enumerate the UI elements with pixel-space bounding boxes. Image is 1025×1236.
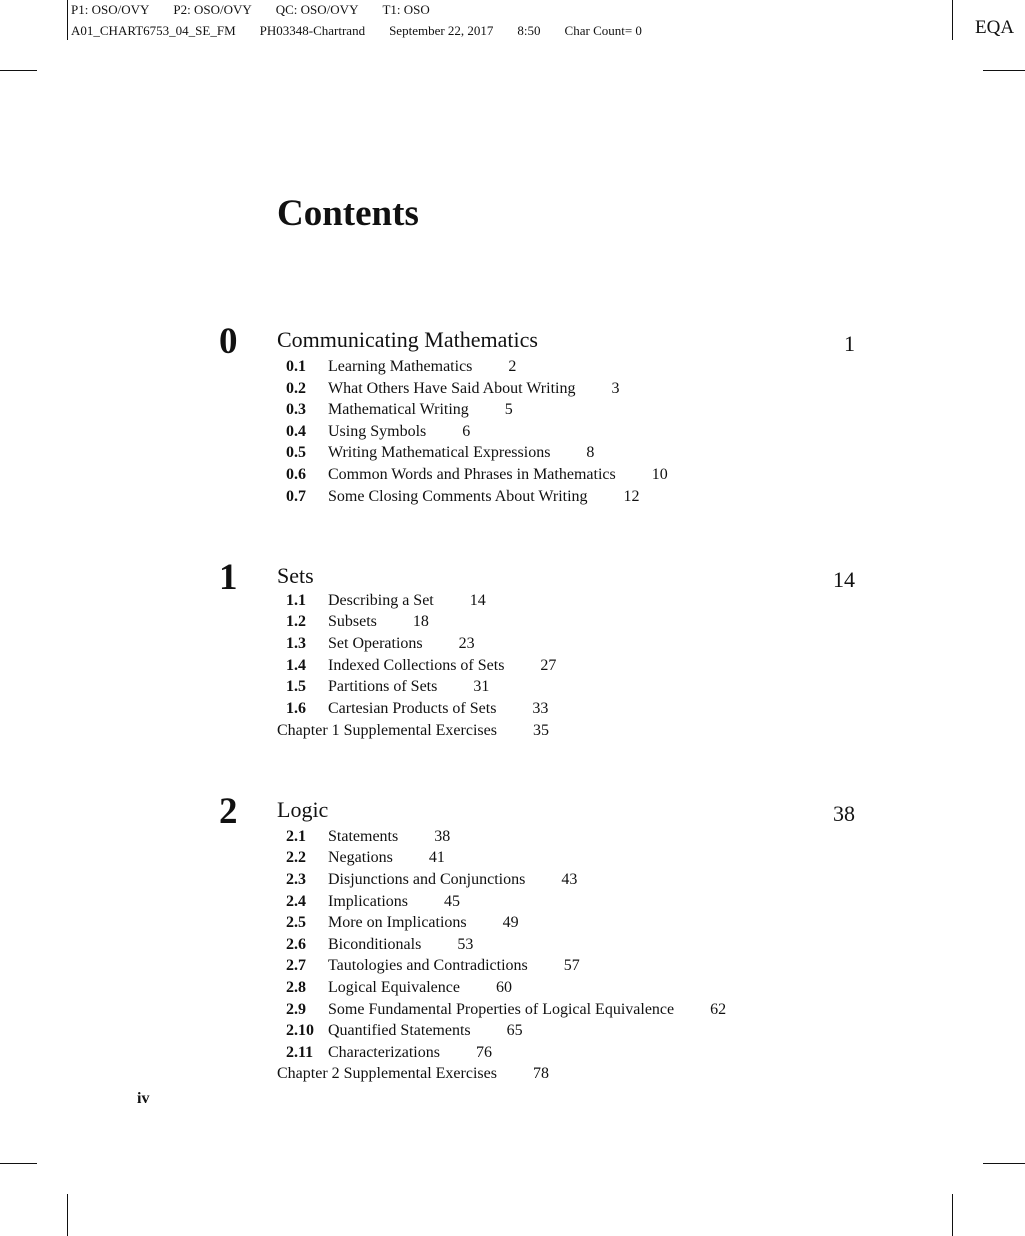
toc-section-0-5: [286, 444, 594, 462]
toc-section-2-6: [286, 936, 473, 954]
crop-mark-bottom-left-vertical: [67, 1194, 68, 1236]
chapter-0: [219, 321, 859, 505]
section-number: 1.6: [286, 700, 306, 717]
section-title: Writing Mathematical Expressions: [328, 444, 551, 461]
chapter-title: Logic: [277, 797, 329, 822]
crop-mark-top-right-vertical: [952, 0, 953, 40]
section-title: Characterizations: [328, 1044, 440, 1061]
crop-mark-bottom-right-vertical: [952, 1194, 953, 1236]
section-number: 2.3: [286, 871, 306, 888]
toc-supplemental-exercises: [277, 1065, 549, 1083]
chapter-page: 38: [833, 801, 855, 826]
section-number: 0.7: [286, 488, 306, 505]
slug-item: T1: OSO: [382, 2, 430, 17]
section-title: Logical Equivalence: [328, 979, 460, 996]
chapter-number: 0: [219, 321, 238, 362]
section-number: 0.1: [286, 358, 306, 375]
section-page: 60: [495, 979, 512, 996]
section-title: Subsets: [328, 613, 377, 630]
section-title: Some Fundamental Properties of Logical Equivalence: [328, 1001, 675, 1018]
chapter-number: 1: [219, 557, 238, 598]
toc-section-2-5: [286, 914, 519, 932]
section-number: 2.9: [286, 1001, 306, 1018]
chapter-title: Communicating Mathematics: [277, 327, 538, 352]
section-page: 62: [710, 1001, 727, 1018]
section-title: Common Words and Phrases in Mathematics: [328, 466, 616, 483]
crop-mark-top-left-vertical: [67, 0, 68, 40]
section-page: 38: [434, 828, 451, 845]
toc-section-0-2: [286, 380, 619, 398]
toc-section-0-6: [286, 466, 668, 484]
toc-section-2-1: [286, 828, 450, 846]
crop-mark-bottom-left-horizontal: [0, 1163, 37, 1164]
section-number: 1.4: [286, 657, 306, 674]
slug-item: September 22, 2017: [389, 23, 494, 38]
section-number: 2.8: [286, 979, 306, 996]
section-title: Implications: [328, 893, 408, 910]
slug-item: P2: OSO/OVY: [173, 2, 252, 17]
toc-section-2-4: [286, 893, 460, 911]
section-page: 49: [502, 914, 519, 931]
section-page: 33: [532, 700, 549, 717]
chapter-2: [219, 791, 859, 1082]
section-title: Indexed Collections of Sets: [328, 657, 505, 674]
toc-section-1-6: [286, 700, 548, 718]
section-number: 2.4: [286, 893, 306, 910]
crop-mark-bottom-right-horizontal: [983, 1163, 1025, 1164]
supplemental-title: Chapter 1 Supplemental Exercises: [277, 722, 497, 739]
section-number: 2.6: [286, 936, 306, 953]
section-number: 0.4: [286, 423, 306, 440]
toc-section-2-7: [286, 957, 580, 975]
section-number: 0.5: [286, 444, 306, 461]
section-page: 8: [586, 444, 595, 461]
section-title: Negations: [328, 849, 393, 866]
slug-item: Char Count= 0: [564, 23, 642, 38]
section-page: 65: [506, 1022, 523, 1039]
section-page: 45: [443, 893, 460, 910]
section-number: 2.5: [286, 914, 306, 931]
section-number: 2.10: [286, 1022, 314, 1039]
section-page: 6: [462, 423, 471, 440]
section-page: 10: [651, 466, 668, 483]
section-page: 12: [623, 488, 640, 505]
chapter-1: [219, 557, 859, 739]
slug-item: A01_CHART6753_04_SE_FM: [71, 23, 236, 38]
section-title: Disjunctions and Conjunctions: [328, 871, 526, 888]
toc-section-1-3: [286, 635, 475, 653]
section-number: 2.1: [286, 828, 306, 845]
chapter-page: 14: [833, 567, 855, 592]
slug-item: QC: OSO/OVY: [275, 2, 359, 17]
toc-section-0-1: [286, 358, 516, 376]
section-title: Describing a Set: [328, 592, 434, 609]
slug-line-proof-stages: [71, 2, 454, 18]
crop-mark-top-right-horizontal: [983, 70, 1025, 71]
toc-section-2-8: [286, 979, 512, 997]
section-page: 43: [561, 871, 578, 888]
toc-section-2-11: [286, 1044, 492, 1062]
toc-section-2-3: [286, 871, 577, 889]
section-number: 0.6: [286, 466, 306, 483]
section-page: 5: [504, 401, 513, 418]
section-page: 23: [458, 635, 475, 652]
section-title: Biconditionals: [328, 936, 422, 953]
section-page: 3: [611, 380, 620, 397]
section-title: Quantified Statements: [328, 1022, 471, 1039]
section-page: 27: [540, 657, 557, 674]
toc-section-2-10: [286, 1022, 523, 1040]
section-title: What Others Have Said About Writing: [328, 380, 576, 397]
page-title: Contents: [277, 193, 419, 234]
section-title: Partitions of Sets: [328, 678, 438, 695]
section-number: 0.3: [286, 401, 306, 418]
crop-mark-top-left-horizontal: [0, 70, 37, 71]
toc-section-2-9: [286, 1001, 726, 1019]
section-page: 31: [473, 678, 490, 695]
corner-code: EQA: [975, 17, 1015, 38]
toc-section-0-4: [286, 423, 470, 441]
toc-supplemental-exercises: [277, 722, 549, 740]
page-folio: iv: [137, 1090, 150, 1107]
chapter-page: 1: [844, 331, 855, 356]
slug-item: PH03348-Chartrand: [259, 23, 366, 38]
toc-section-1-5: [286, 678, 489, 696]
section-number: 0.2: [286, 380, 306, 397]
section-title: Statements: [328, 828, 399, 845]
section-page: 41: [428, 849, 445, 866]
section-page: 57: [563, 957, 580, 974]
section-title: Learning Mathematics: [328, 358, 473, 375]
section-page: 76: [475, 1044, 492, 1061]
section-title: Set Operations: [328, 635, 423, 652]
section-number: 1.5: [286, 678, 306, 695]
section-number: 1.3: [286, 635, 306, 652]
section-page: 2: [508, 358, 517, 375]
chapter-title: Sets: [277, 563, 314, 588]
toc-section-0-3: [286, 401, 513, 419]
chapter-number: 2: [219, 791, 238, 832]
section-page: 18: [412, 613, 429, 630]
toc-section-1-2: [286, 613, 429, 631]
toc-section-2-2: [286, 849, 445, 867]
section-page: 14: [469, 592, 486, 609]
supplemental-page: 35: [532, 722, 549, 739]
section-number: 1.1: [286, 592, 306, 609]
supplemental-title: Chapter 2 Supplemental Exercises: [277, 1065, 497, 1082]
section-page: 53: [457, 936, 474, 953]
section-number: 1.2: [286, 613, 306, 630]
section-title: Mathematical Writing: [328, 401, 469, 418]
toc-section-1-1: [286, 592, 486, 610]
toc-section-1-4: [286, 657, 556, 675]
section-number: 2.2: [286, 849, 306, 866]
supplemental-page: 78: [532, 1065, 549, 1082]
section-title: Tautologies and Contradictions: [328, 957, 528, 974]
toc-section-0-7: [286, 488, 640, 506]
section-title: Some Closing Comments About Writing: [328, 488, 588, 505]
section-title: Using Symbols: [328, 423, 427, 440]
slug-line-file-info: [71, 23, 666, 39]
section-title: Cartesian Products of Sets: [328, 700, 497, 717]
section-number: 2.11: [286, 1044, 314, 1061]
slug-item: P1: OSO/OVY: [71, 2, 150, 17]
section-title: More on Implications: [328, 914, 467, 931]
section-number: 2.7: [286, 957, 306, 974]
slug-item: 8:50: [517, 23, 541, 38]
